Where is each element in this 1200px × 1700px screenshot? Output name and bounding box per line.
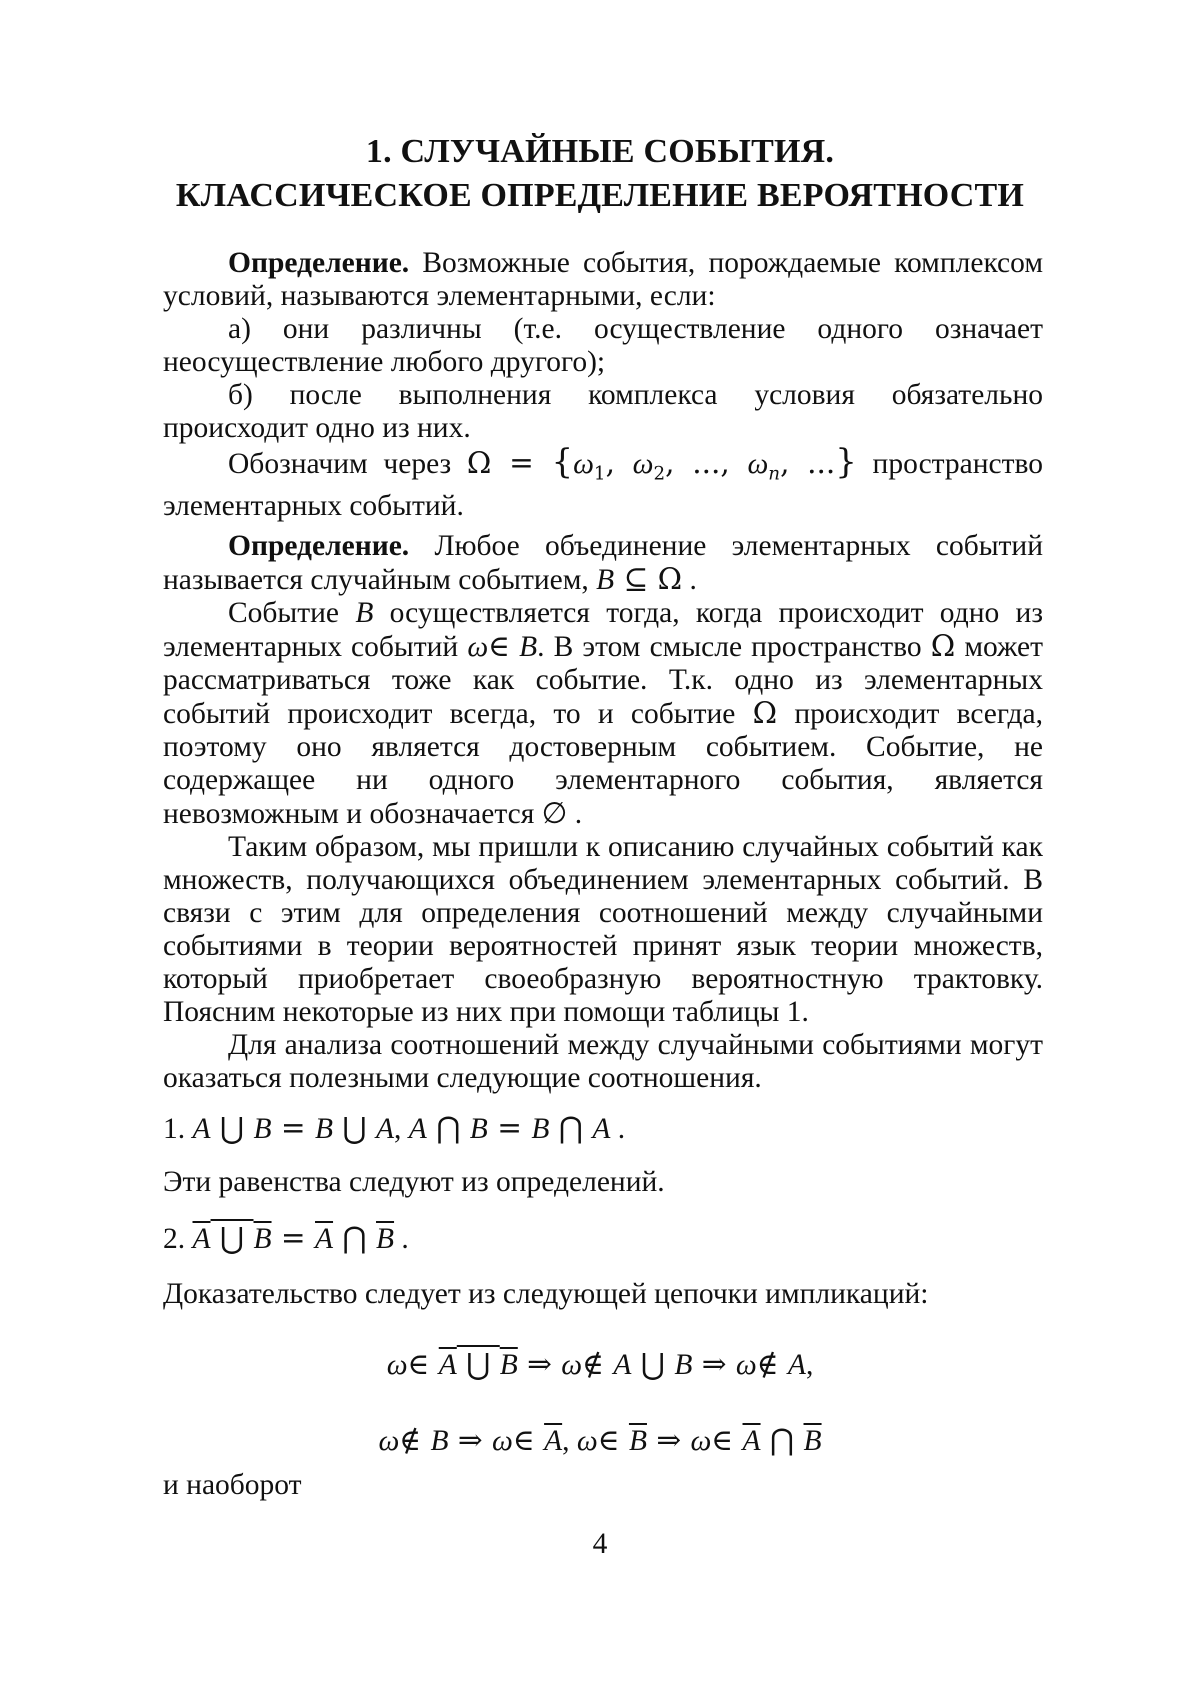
definition-random-event: Определение. Любое объединение элементарных событий называется случайным событием, B ⊆ Ω . (163, 530, 1043, 597)
sample-space-definition: Обозначим через $\Omega = \{\omega_1$, $\omega_2$, ..., $\omega_n$, ...} пространство элементарных событий. (163, 442, 1044, 523)
definition-elementary-events (163, 247, 1043, 313)
conclusion-text: и наоборот (163, 1469, 302, 1501)
proof-chain-line-2: ω∉ B ⇒ ω∈ $\overline{A}$, ω∈ $\overline{B}$ ⇒ ω∈ $\overline{A}$ ⋂ $\overline{B}$ (378, 1423, 822, 1457)
relation-2-de-morgan: 2. A ⋃ $B = \overline{A}$ ⋂ $\overline{B}$ . (163, 1221, 409, 1255)
condition-b: б) после выполнения комплекса условия обязательно происходит одно из них. (163, 379, 1043, 444)
definition-label: Определение. (228, 247, 410, 279)
definition-text: Возможные события, порождаемые комплексом условий, называются элементарными, если: (163, 247, 1043, 312)
relation-1-commutativity: 1. A ⋃ B = B ⋃ A, A ⋂ B = B ⋂ A . (163, 1111, 626, 1145)
subset-formula: B ⊆ Ω . (596, 562, 697, 597)
proof-intro: Доказательство следует из следующей цепочки импликаций: (163, 1278, 929, 1310)
event-occurrence-paragraph: Событие B осуществляется тогда, когда происходит одно из элементарных событий ω∈ B. В этом смысле пространство Ω может рассматриваться тоже как событие. Т.к. одно из элементарных событий происходит всегда, то и событие Ω происходит всегда, поэтому оно является достоверным событием. Событие, не содержащее ни одного элементарного события, является невозможным и обозначается ∅ . (163, 597, 1044, 831)
relations-intro-paragraph: Для анализа соотношений между случайными событиями могут оказаться полезными следующие соотношения. (163, 1029, 1043, 1095)
main-text (163, 247, 1043, 1095)
proof-chain-line-1: ω∈ A ⋃ B ⇒ ω∉ A ⋃ B ⇒ ω∉ A, (386, 1347, 814, 1381)
relation-1-note: Эти равенства следуют из определений. (163, 1166, 665, 1198)
sample-space-formula: $\Omega = \{\omega_1$, $\omega_2$, ..., $\omega_n$, ...} (466, 442, 857, 485)
condition-a: а) они различны (т.е. осуществление одного означает неосуществление любого другого); (163, 313, 1043, 378)
chapter-title-line-1: 1. СЛУЧАЙНЫЕ СОБЫТИЯ. (365, 133, 835, 170)
chapter-title-line-2: КЛАССИЧЕСКОЕ ОПРЕДЕЛЕНИЕ ВЕРОЯТНОСТИ (175, 177, 1025, 214)
set-language-paragraph: Таким образом, мы пришли к описанию случайных событий как множеств, получающихся объединением элементарных событий. В связи с этим для определения соотношений между случайными событиями в теории вероятностей принят язык теории множеств, который приобретает своеобразную вероятностную трактовку. Поясним некоторые из них при помощи таблицы 1. (163, 831, 1043, 1029)
definition-label: Определение. (228, 530, 410, 563)
page-number: 4 (592, 1528, 608, 1560)
